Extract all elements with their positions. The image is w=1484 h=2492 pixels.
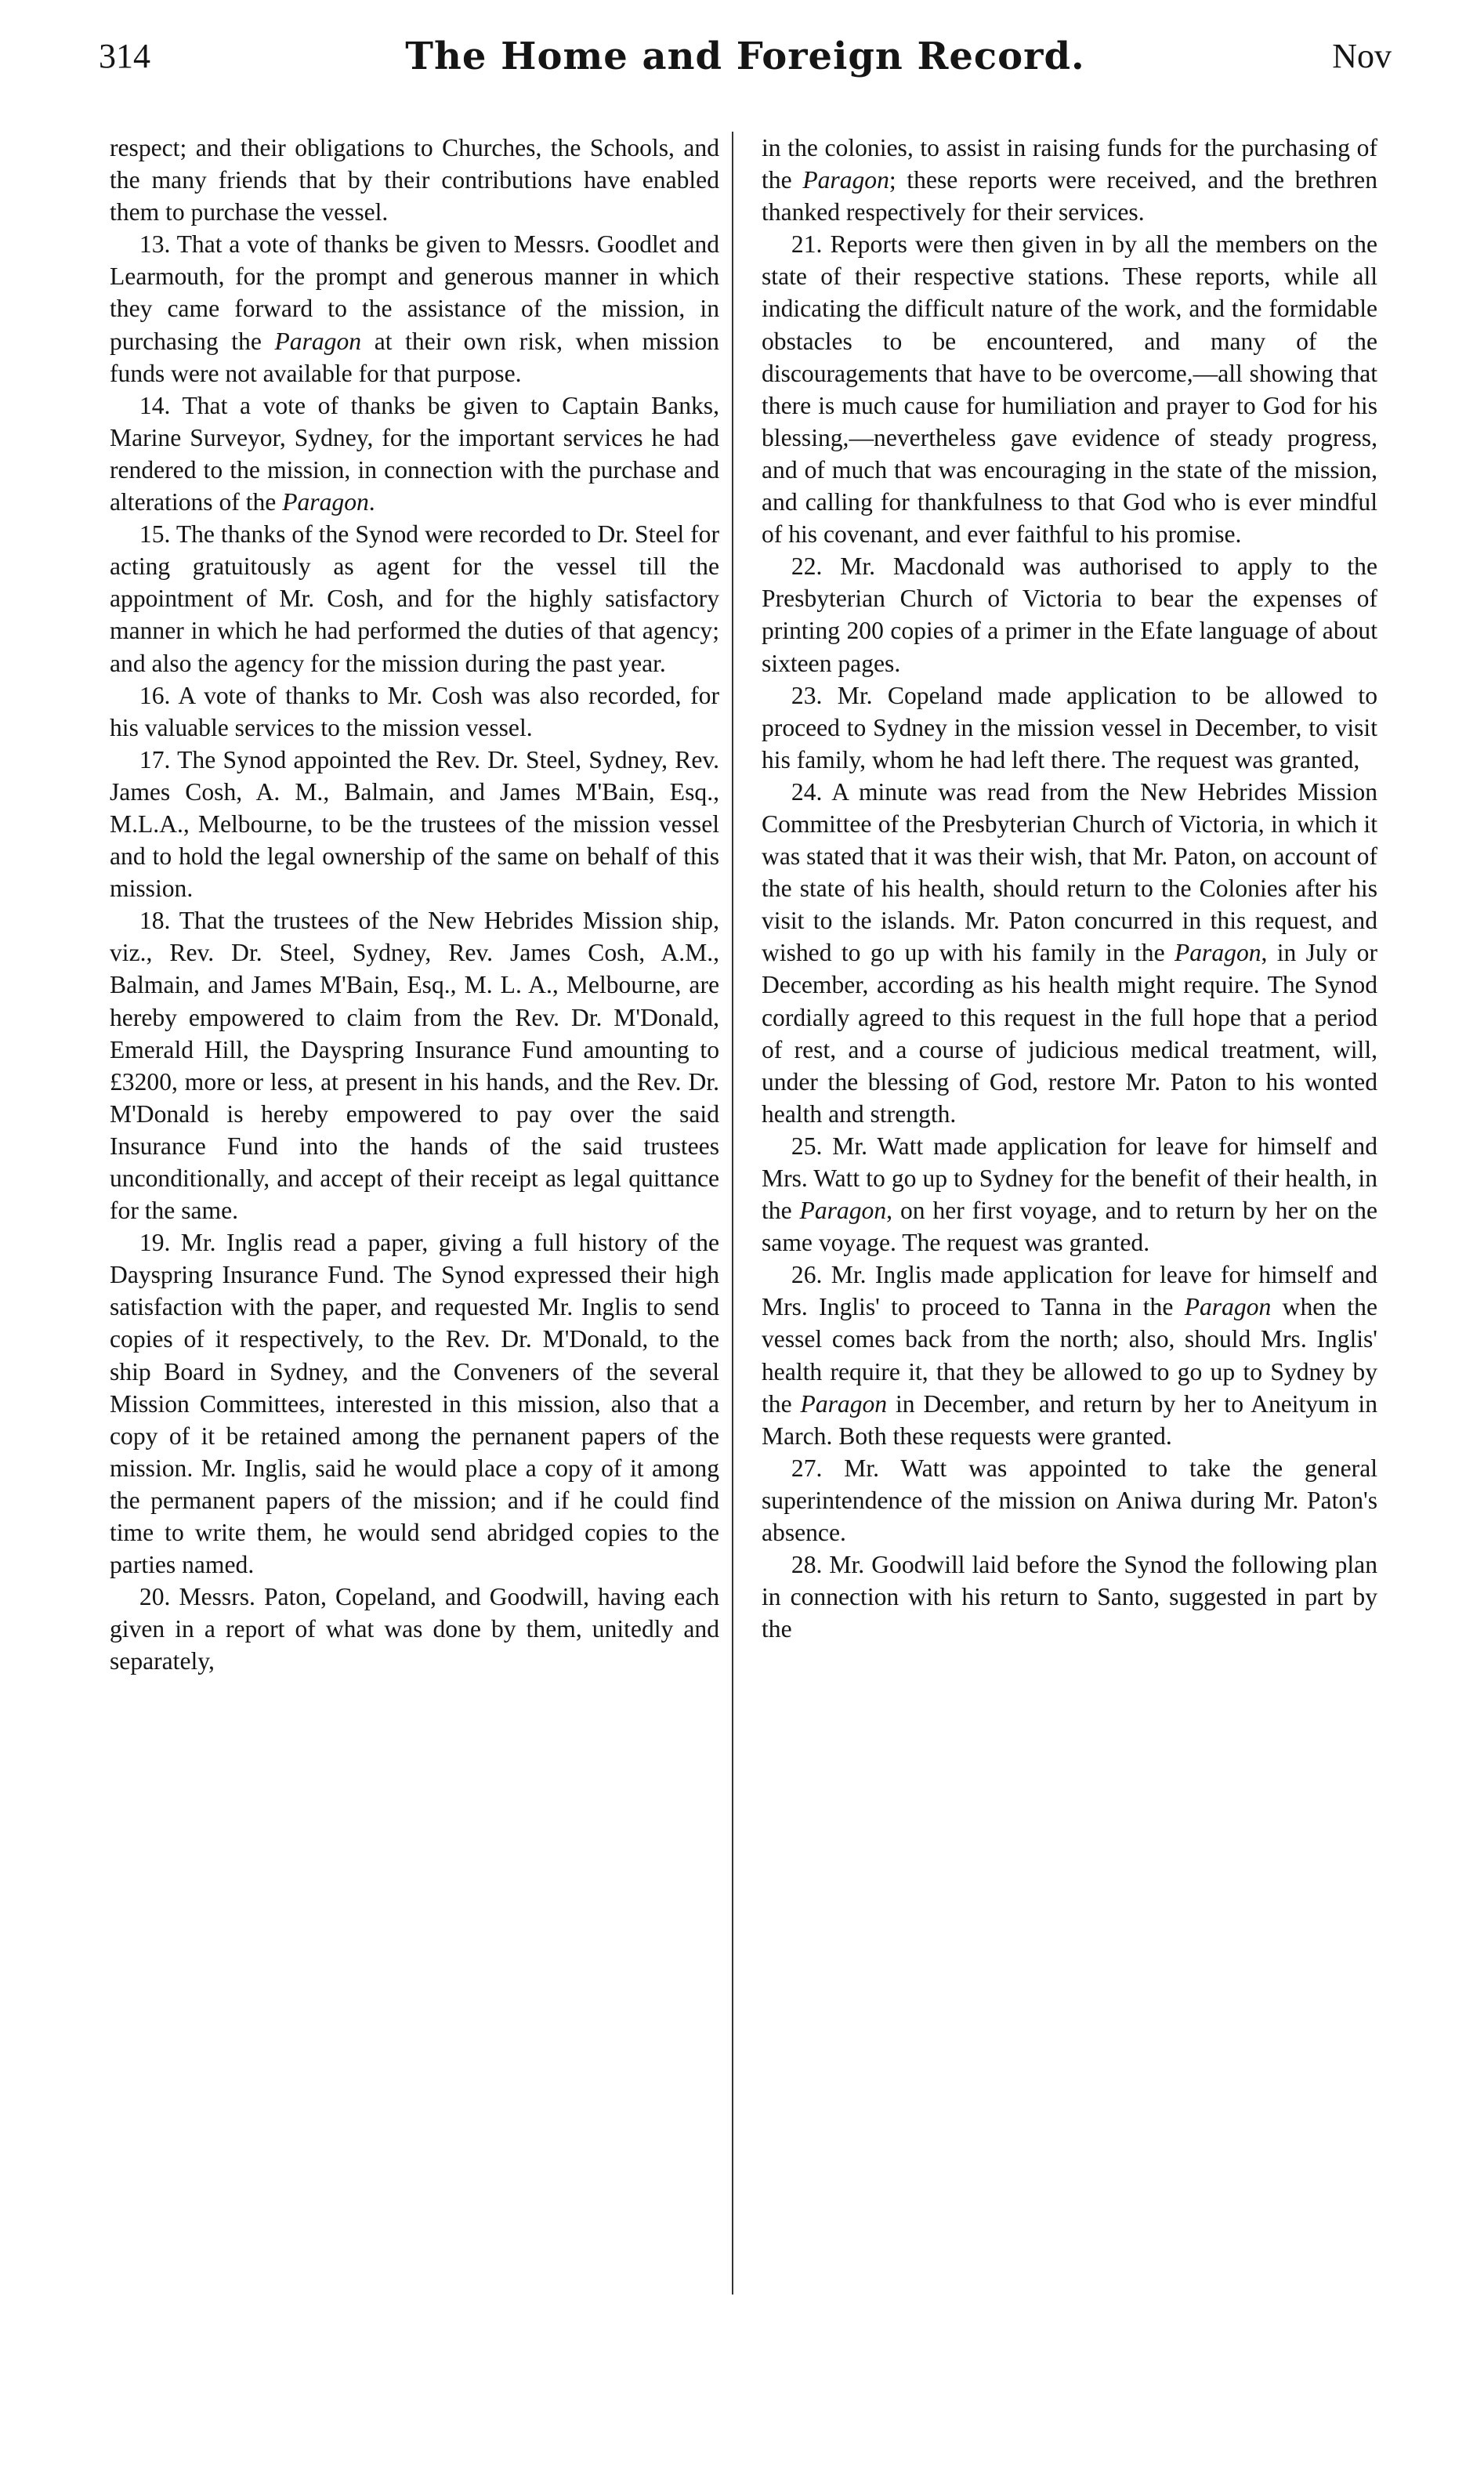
paragraph-26-text-a: 26. Mr. Inglis made application for leave for himself and Mrs. Inglis' to proceed to Tanna in the: [762, 1261, 1377, 1321]
paragraph-25-text-a: 25. Mr. Watt made application for leave for himself and Mrs. Watt to go up to Sydney for the benefit of their health, in the: [762, 1132, 1377, 1225]
paragraph-19: 19. Mr. Inglis read a paper, giving a full history of the Dayspring Insurance Fund. The Synod expressed their high satisfaction with the paper, and requested Mr. Inglis to send copies of it respectively, to the Rev. Dr. M'Donald, to the ship Board in Sydney, and the Conveners of the several Mission Committees, interested in this mission, also that a copy of it be retained among the pernanent papers of the mission. Mr. Inglis, said he would place a copy of it among the permanent papers of the mission; and if he could find time to write them, he would send abridged copies to the parties named.: [110, 1229, 719, 1579]
paragraph-16: 16. A vote of thanks to Mr. Cosh was also recorded, for his valuable services to the mission vessel.: [110, 681, 719, 741]
paragraph-20: 20. Messrs. Paton, Copeland, and Goodwill, having each given in a report of what was done by them, unitedly and separately,: [110, 1583, 719, 1675]
page-number: 314: [99, 37, 150, 75]
paragraph-26-vessel-name-2: Paragon: [800, 1389, 888, 1418]
paragraph-20-continued-text-b: ; these reports were received, and the brethren thanked respectively for their services.: [762, 166, 1377, 226]
running-title: The Home and Foreign Record.: [405, 34, 1085, 78]
paragraph-25: [762, 1130, 1377, 1259]
paragraph-18: 18. That the trustees of the New Hebrides Mission ship, viz., Rev. Dr. Steel, Sydney, Rev. James Cosh, A.M., Balmain, and James M'Bain, Esq., M. L. A., Melbourne, are hereby empowered to claim from the Rev. Dr. M'Donald, Emerald Hill, the Dayspring Insurance Fund amounting to £3200, more or less, at present in his hands, and the Rev. Dr. M'Donald is hereby empowered to pay over the said Insurance Fund into the hands of the said trustees unconditionally, and accept of their receipt as legal quittance for the same.: [110, 907, 719, 1225]
paragraph-24-text-a: 24. A minute was read from the New Hebrides Mission Committee of the Presbyterian Church of Victoria, in which it was stated that it was their wish, that Mr. Paton, on account of the state of his health, should return to the Colonies after his visit to the islands. Mr. Paton concurred in this request, and wished to go up with his family in the: [762, 777, 1377, 967]
paragraph-24: [762, 776, 1377, 1130]
paragraph-27: 27. Mr. Watt was appointed to take the general superintendence of the mission on Aniwa during Mr. Paton's absence.: [762, 1454, 1377, 1547]
paragraph-13-text-b: at their own risk, when mission funds were not available for that purpose.: [110, 327, 719, 387]
paragraph-20-vessel-name: Paragon: [802, 166, 889, 194]
paragraph-28: 28. Mr. Goodwill laid before the Synod the following plan in connection with his return to Santo, suggested in part by the: [762, 1551, 1377, 1643]
paragraph-26-vessel-name: Paragon: [1184, 1293, 1272, 1321]
paragraph-21: 21. Reports were then given in by all the members on the state of their respective stations. These reports, while all indicating the difficult nature of the work, and the formidable obstacles to be encountered, and many of the discouragements that have to be overcome,—all showing that there is much cause for humiliation and prayer to God for his blessing,—nevertheless gave evidence of steady progress, and of much that was encouraging in the state of the mission, and calling for thankfulness to that God who is ever mindful of his covenant, and ever faithful to his promise.: [762, 230, 1377, 549]
page-header: [99, 34, 1392, 100]
paragraph-14-text-b: .: [368, 488, 375, 516]
left-column: [110, 132, 719, 2357]
paragraph-24-vessel-name: Paragon: [1174, 939, 1261, 967]
paragraph-25-vessel-name: Paragon: [799, 1197, 887, 1225]
paragraph-15: 15. The thanks of the Synod were recorded to Dr. Steel for acting gratuitously as agent for the vessel till the appointment of Mr. Cosh, and for the highly satisfactory manner in which he had performed the duties of that agency; and also the agency for the mission during the past year.: [110, 520, 719, 677]
paragraph-13-vessel-name: Paragon: [274, 327, 362, 355]
paragraph-20-continued: [762, 132, 1377, 228]
paragraph-24-text-b: , in July or December, according as his health might require. The Synod cordially agreed to this request in the full hope that a period of rest, and a course of judicious medical treatment, will, under the blessing of God, restore Mr. Paton to his wonted health and strength.: [762, 939, 1377, 1128]
paragraph-20-continued-text-a: in the colonies, to assist in raising funds for the purchasing of the: [762, 134, 1377, 194]
paragraph-22: 22. Mr. Macdonald was authorised to apply to the Presbyterian Church of Victoria to bear the expenses of printing 200 copies of a primer in the Efate language of about sixteen pages.: [762, 552, 1377, 677]
running-month: Nov: [1332, 37, 1392, 75]
paragraph-14-vessel-name: Paragon: [282, 488, 369, 516]
paragraph-17: 17. The Synod appointed the Rev. Dr. Steel, Sydney, Rev. James Cosh, A. M., Balmain, and James M'Bain, Esq., M.L.A., Melbourne, to be the trustees of the mission vessel and to hold the legal ownership of the same on behalf of this mission.: [110, 745, 719, 903]
paragraph-23: 23. Mr. Copeland made application to be allowed to proceed to Sydney in the mission vessel in December, to visit his family, whom he had left there. The request was granted,: [762, 681, 1377, 773]
paragraph-13-text-a: 13. That a vote of thanks be given to Messrs. Goodlet and Learmouth, for the prompt and generous manner in which they came forward to the assistance of the mission, in purchasing the: [110, 230, 719, 355]
paragraph-25-text-b: , on her first voyage, and to return by her on the same voyage. The request was granted.: [762, 1197, 1377, 1257]
right-column: [762, 132, 1377, 2357]
paragraph-14: [110, 389, 719, 518]
paragraph-13: [110, 228, 719, 389]
paragraph-14-text-a: 14. That a vote of thanks be given to Captain Banks, Marine Surveyor, Sydney, for the important services he had rendered to the mission, in connection with the purchase and alterations of the: [110, 391, 719, 516]
paragraph-26: [762, 1259, 1377, 1452]
paragraph-continuation: respect; and their obligations to Churches, the Schools, and the many friends that by their contributions have enabled them to purchase the vessel.: [110, 134, 719, 226]
paragraph-26-text-b: when the vessel comes back from the north; also, should Mrs. Inglis' health require it, that they be allowed to go up to Sydney by the: [762, 1293, 1377, 1418]
column-divider: [732, 132, 733, 2295]
paragraph-26-text-c: in December, and return by her to Aneityum in March. Both these requests were granted.: [762, 1389, 1377, 1450]
